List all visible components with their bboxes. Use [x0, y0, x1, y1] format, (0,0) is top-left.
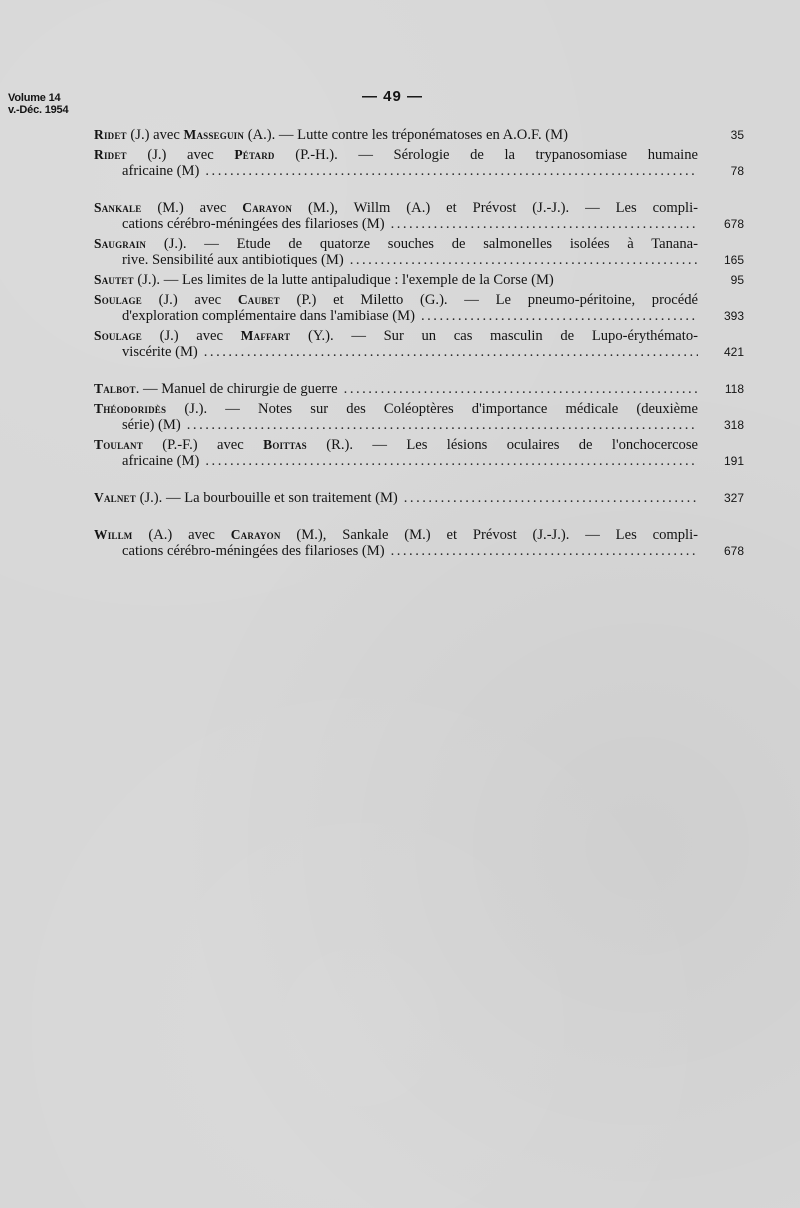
dot-leader	[187, 417, 698, 434]
index-entry	[94, 489, 744, 506]
entry-text: (J.) avec	[126, 147, 235, 163]
index-entry	[94, 400, 744, 434]
entry-text: (J.) avec	[126, 127, 184, 143]
entry-text: . — Manuel de chirurgie de guerre	[135, 381, 338, 397]
author-name: Soulage	[94, 292, 142, 307]
coauthor-name: Caubet	[237, 292, 280, 307]
author-name: Saugrain	[94, 236, 147, 251]
entry-page-number: 421	[723, 345, 744, 359]
entry-continuation: cations cérébro-méningées des filarioses (M)	[122, 543, 385, 559]
entry-text: (J.) avec	[141, 328, 241, 344]
entry-text: (R.). — Les lésions oculaires de l'onchocercose	[306, 437, 698, 453]
entry-page-number: 165	[723, 253, 744, 267]
entry-continuation: africaine (M)	[122, 453, 200, 469]
dot-leader	[350, 252, 698, 269]
index-entry	[94, 199, 744, 233]
entry-continuation: viscérite (M)	[122, 344, 198, 360]
coauthor-name: Carayon	[230, 527, 281, 542]
dot-leader	[205, 453, 698, 470]
entry-text: (A.). — Lutte contre les tréponématoses en A.O.F. (M)	[244, 127, 568, 143]
dot-leader	[205, 163, 698, 180]
entry-text: (M.), Sankale (M.) et Prévost (J.-J.). — Les compli-	[280, 527, 698, 543]
volume-line-1: Volume 14	[8, 92, 61, 104]
entry-continuation: africaine (M)	[122, 163, 200, 179]
author-name: Soulage	[94, 328, 142, 343]
entry-text: (M.) avec	[141, 200, 243, 216]
coauthor-name: Masseguin	[183, 127, 245, 142]
entry-text: (J.) avec	[141, 292, 238, 308]
index-entry	[94, 380, 744, 397]
entry-page-number: 318	[723, 418, 744, 432]
entry-page-number: 35	[730, 128, 744, 142]
index-entry	[94, 235, 744, 269]
coauthor-name: Maffart	[240, 328, 291, 343]
dot-leader	[344, 381, 698, 398]
dot-leader	[204, 344, 698, 361]
page-number: — 49 —	[362, 88, 424, 105]
author-name: Sautet	[94, 272, 134, 287]
author-name: Talbot	[94, 381, 136, 396]
index-entry	[94, 146, 744, 180]
index-entry	[94, 291, 744, 325]
entry-page-number: 118	[724, 382, 744, 396]
entry-text: (M.), Willm (A.) et Prévost (J.-J.). — Les compli-	[292, 200, 698, 216]
author-name: Toulant	[94, 437, 143, 452]
author-name: Willm	[94, 527, 133, 542]
entry-page-number: 78	[730, 164, 744, 178]
entry-page-number: 95	[730, 273, 744, 287]
entry-text: (P.-H.). — Sérologie de la trypanosomiase humaine	[274, 147, 698, 163]
entry-text: (A.) avec	[132, 527, 231, 543]
dot-leader	[404, 490, 698, 507]
entry-text: (J.). — Etude de quatorze souches de salmonelles isolées à Tanana-	[146, 236, 698, 252]
index-entry	[94, 526, 744, 560]
index-entry	[94, 271, 744, 288]
volume-line-2: v.-Déc. 1954	[8, 104, 69, 116]
entry-text: (J.). — La bourbouille et son traitement (M)	[135, 490, 398, 506]
entry-text: (P.-F.) avec	[142, 437, 264, 453]
author-name: Valnet	[94, 490, 136, 505]
dot-leader	[421, 308, 698, 325]
author-name: Sankale	[94, 200, 142, 215]
coauthor-name: Carayon	[242, 200, 293, 215]
volume-header	[8, 92, 68, 116]
index-entry	[94, 327, 744, 361]
entry-text: (J.). — Les limites de la lutte antipaludique : l'exemple de la Corse (M)	[133, 272, 554, 288]
index-entry	[94, 126, 744, 143]
dot-leader	[391, 543, 698, 560]
entry-text: (J.). — Notes sur des Coléoptères d'importance médicale (deuxième	[166, 401, 698, 417]
dot-leader	[391, 216, 698, 233]
entry-page-number: 678	[723, 217, 744, 231]
author-name: Ridet	[94, 127, 127, 142]
entry-continuation: rive. Sensibilité aux antibiotiques (M)	[122, 252, 344, 268]
entry-page-number: 327	[723, 491, 744, 505]
entry-continuation: d'exploration complémentaire dans l'amibiase (M)	[122, 308, 415, 324]
author-name: Ridet	[94, 147, 127, 162]
entry-text: (Y.). — Sur un cas masculin de Lupo-érythémato-	[290, 328, 698, 344]
entry-continuation: cations cérébro-méningées des filarioses (M)	[122, 216, 385, 232]
entry-text: (P.) et Miletto (G.). — Le pneumo-péritoine, procédé	[279, 292, 698, 308]
author-name: Théodoridès	[94, 401, 167, 416]
coauthor-name: Boittas	[263, 437, 307, 452]
index-entry	[94, 436, 744, 470]
entry-page-number: 678	[723, 544, 744, 558]
coauthor-name: Pétard	[234, 147, 275, 162]
entry-page-number: 191	[723, 454, 744, 468]
entry-continuation: série) (M)	[122, 417, 181, 433]
entry-page-number: 393	[723, 309, 744, 323]
